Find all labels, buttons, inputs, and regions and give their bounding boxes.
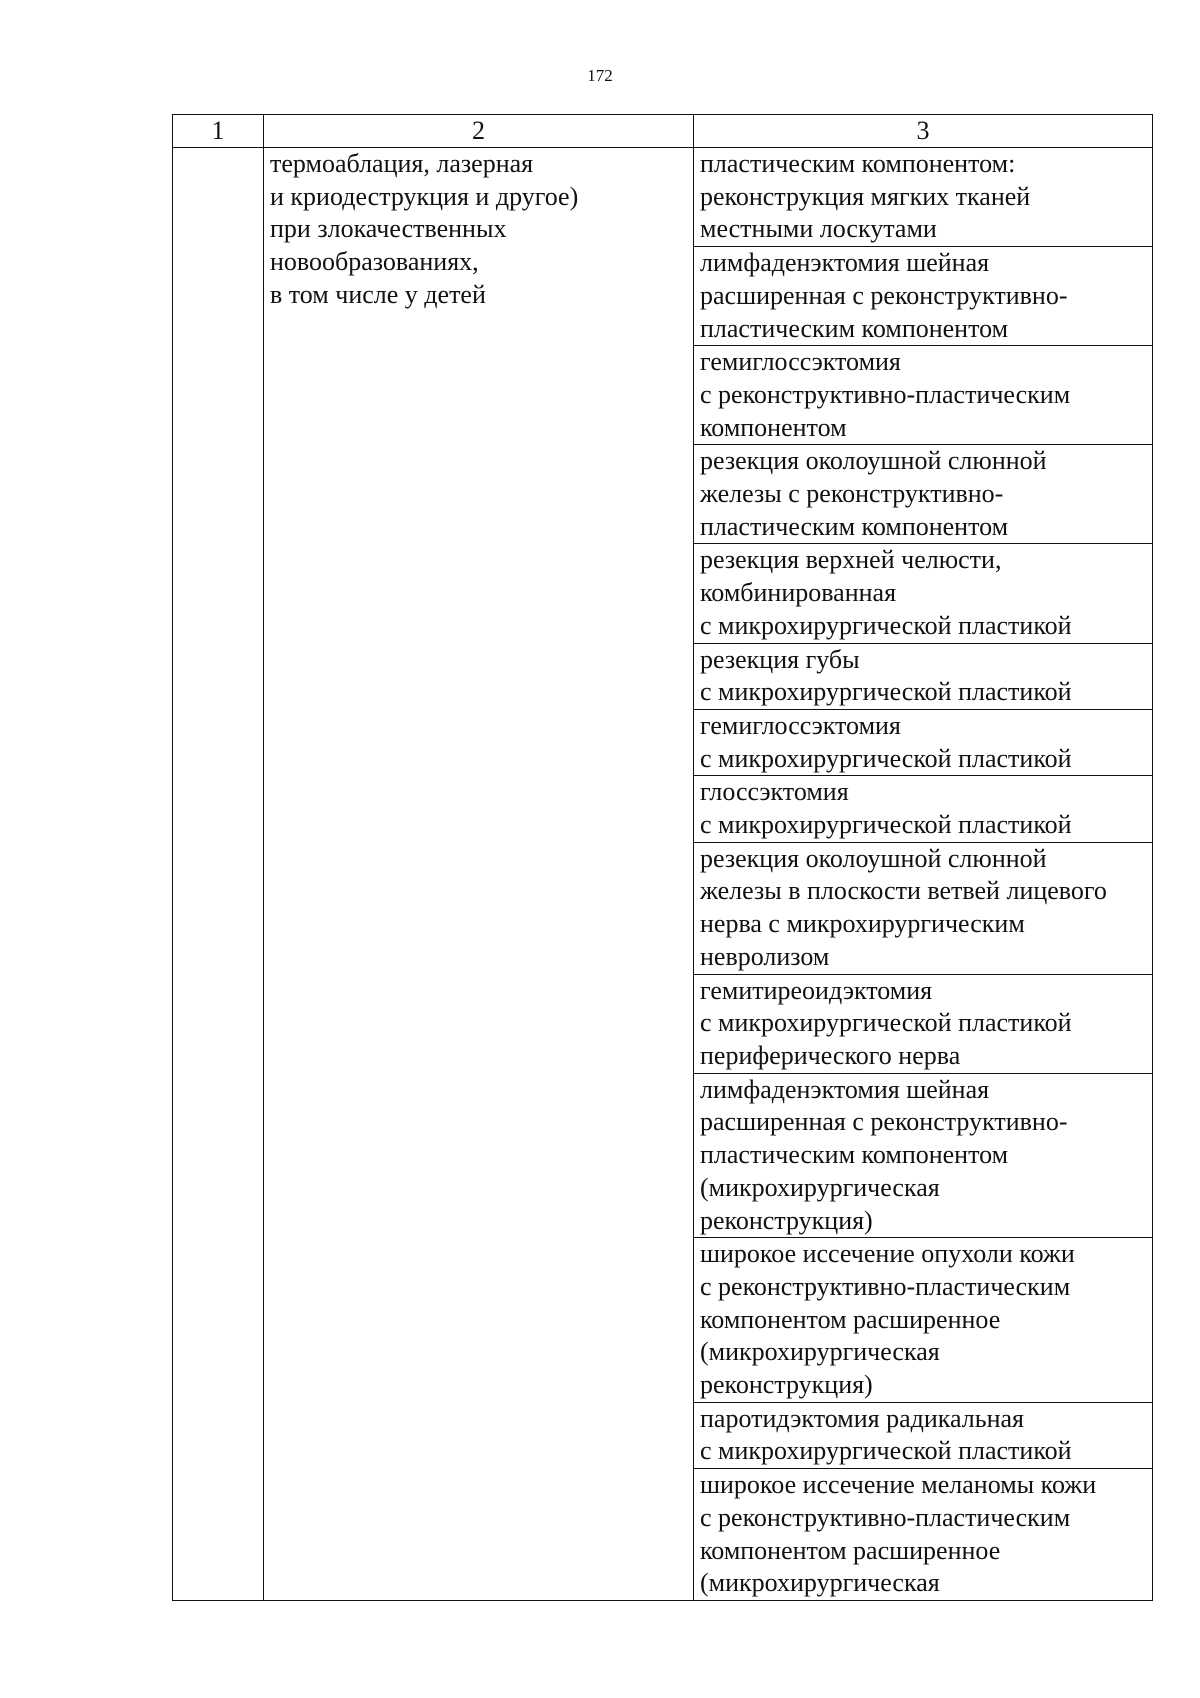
procedure-line: резекция губы <box>700 644 860 674</box>
col2-line: при злокачественных <box>270 214 507 244</box>
procedure-line: гемиглоссэктомия <box>700 347 901 377</box>
procedure-line: компонентом расширенное <box>700 1535 1001 1565</box>
col2-line: в том числе у детей <box>270 279 486 309</box>
procedure-line: пластическим компонентом: <box>700 149 1016 178</box>
procedure-cell <box>694 974 1153 1073</box>
procedure-line: компонентом <box>700 412 847 442</box>
procedure-line: пластическим компонентом <box>700 1140 1009 1170</box>
procedure-cell <box>694 1073 1153 1238</box>
procedure-line: компонентом расширенное <box>700 1304 1001 1334</box>
procedure-cell <box>694 1402 1153 1468</box>
col2-line: и криодеструкция и другое) <box>270 181 579 211</box>
procedure-cell <box>694 445 1153 544</box>
procedure-line: комбинированная <box>700 578 897 608</box>
procedure-cell <box>694 247 1153 346</box>
header-col-2: 2 <box>264 115 694 148</box>
procedure-line: пластическим компонентом <box>700 511 1009 541</box>
procedure-cell <box>694 643 1153 709</box>
procedure-line: расширенная с реконструктивно- <box>700 1107 1068 1137</box>
header-col-1: 1 <box>173 115 264 148</box>
procedures-table <box>172 114 1153 1601</box>
procedure-line: с микрохирургической пластикой <box>700 677 1072 707</box>
col2-line: новообразованиях, <box>270 247 479 277</box>
col2-cell <box>264 148 694 1601</box>
col1-cell <box>173 148 264 1601</box>
procedure-line: реконструкция) <box>700 1370 873 1400</box>
procedure-line: широкое иссечение опухоли кожи <box>700 1239 1075 1269</box>
procedure-cell <box>694 544 1153 643</box>
procedure-line: с микрохирургической пластикой <box>700 610 1072 640</box>
procedure-line: широкое иссечение меланомы кожи <box>700 1470 1097 1500</box>
procedure-line: железы в плоскости ветвей лицевого <box>700 876 1107 906</box>
procedure-line: лимфаденэктомия шейная <box>700 248 990 278</box>
procedure-line: периферического нерва <box>700 1040 961 1070</box>
procedure-cell <box>694 709 1153 775</box>
procedure-line: глоссэктомия <box>700 777 849 807</box>
procedure-cell <box>694 842 1153 974</box>
procedure-line: (микрохирургическая <box>700 1568 940 1598</box>
procedure-cell <box>694 776 1153 842</box>
col2-line: термоаблация, лазерная <box>270 149 534 178</box>
procedure-line: нерва с микрохирургическим <box>700 909 1025 939</box>
procedure-line: пластическим компонентом <box>700 313 1009 343</box>
procedure-line: резекция околоушной слюнной <box>700 446 1047 476</box>
header-col-3: 3 <box>694 115 1153 148</box>
procedure-line: (микрохирургическая <box>700 1337 940 1367</box>
procedure-line: (микрохирургическая <box>700 1172 940 1202</box>
procedure-cell <box>694 346 1153 445</box>
procedure-line: железы с реконструктивно- <box>700 479 1004 509</box>
procedure-line: невролизом <box>700 941 830 971</box>
procedure-line: резекция верхней челюсти, <box>700 545 1002 575</box>
procedure-line: расширенная с реконструктивно- <box>700 280 1068 310</box>
table-row <box>173 148 1153 247</box>
procedure-line: паротидэктомия радикальная <box>700 1403 1024 1433</box>
procedure-line: с микрохирургической пластикой <box>700 1008 1072 1038</box>
procedure-line: реконструкция мягких тканей <box>700 181 1031 211</box>
procedure-line: с микрохирургической пластикой <box>700 1436 1072 1466</box>
procedure-line: местными лоскутами <box>700 214 937 244</box>
procedure-cell <box>694 148 1153 247</box>
procedure-cell <box>694 1469 1153 1601</box>
procedure-line: с реконструктивно-пластическим <box>700 1271 1071 1301</box>
procedure-line: резекция околоушной слюнной <box>700 843 1047 873</box>
procedure-line: с микрохирургической пластикой <box>700 743 1072 773</box>
procedure-line: лимфаденэктомия шейная <box>700 1074 990 1104</box>
procedure-line: с реконструктивно-пластическим <box>700 379 1071 409</box>
procedure-cell <box>694 1238 1153 1403</box>
procedure-line: реконструкция) <box>700 1205 873 1235</box>
page-number: 172 <box>587 66 613 85</box>
procedure-line: с микрохирургической пластикой <box>700 810 1072 840</box>
procedure-line: с реконструктивно-пластическим <box>700 1502 1071 1532</box>
procedure-line: гемиглоссэктомия <box>700 710 901 740</box>
procedure-line: гемитиреоидэктомия <box>700 975 933 1005</box>
table-header-row <box>173 115 1153 148</box>
